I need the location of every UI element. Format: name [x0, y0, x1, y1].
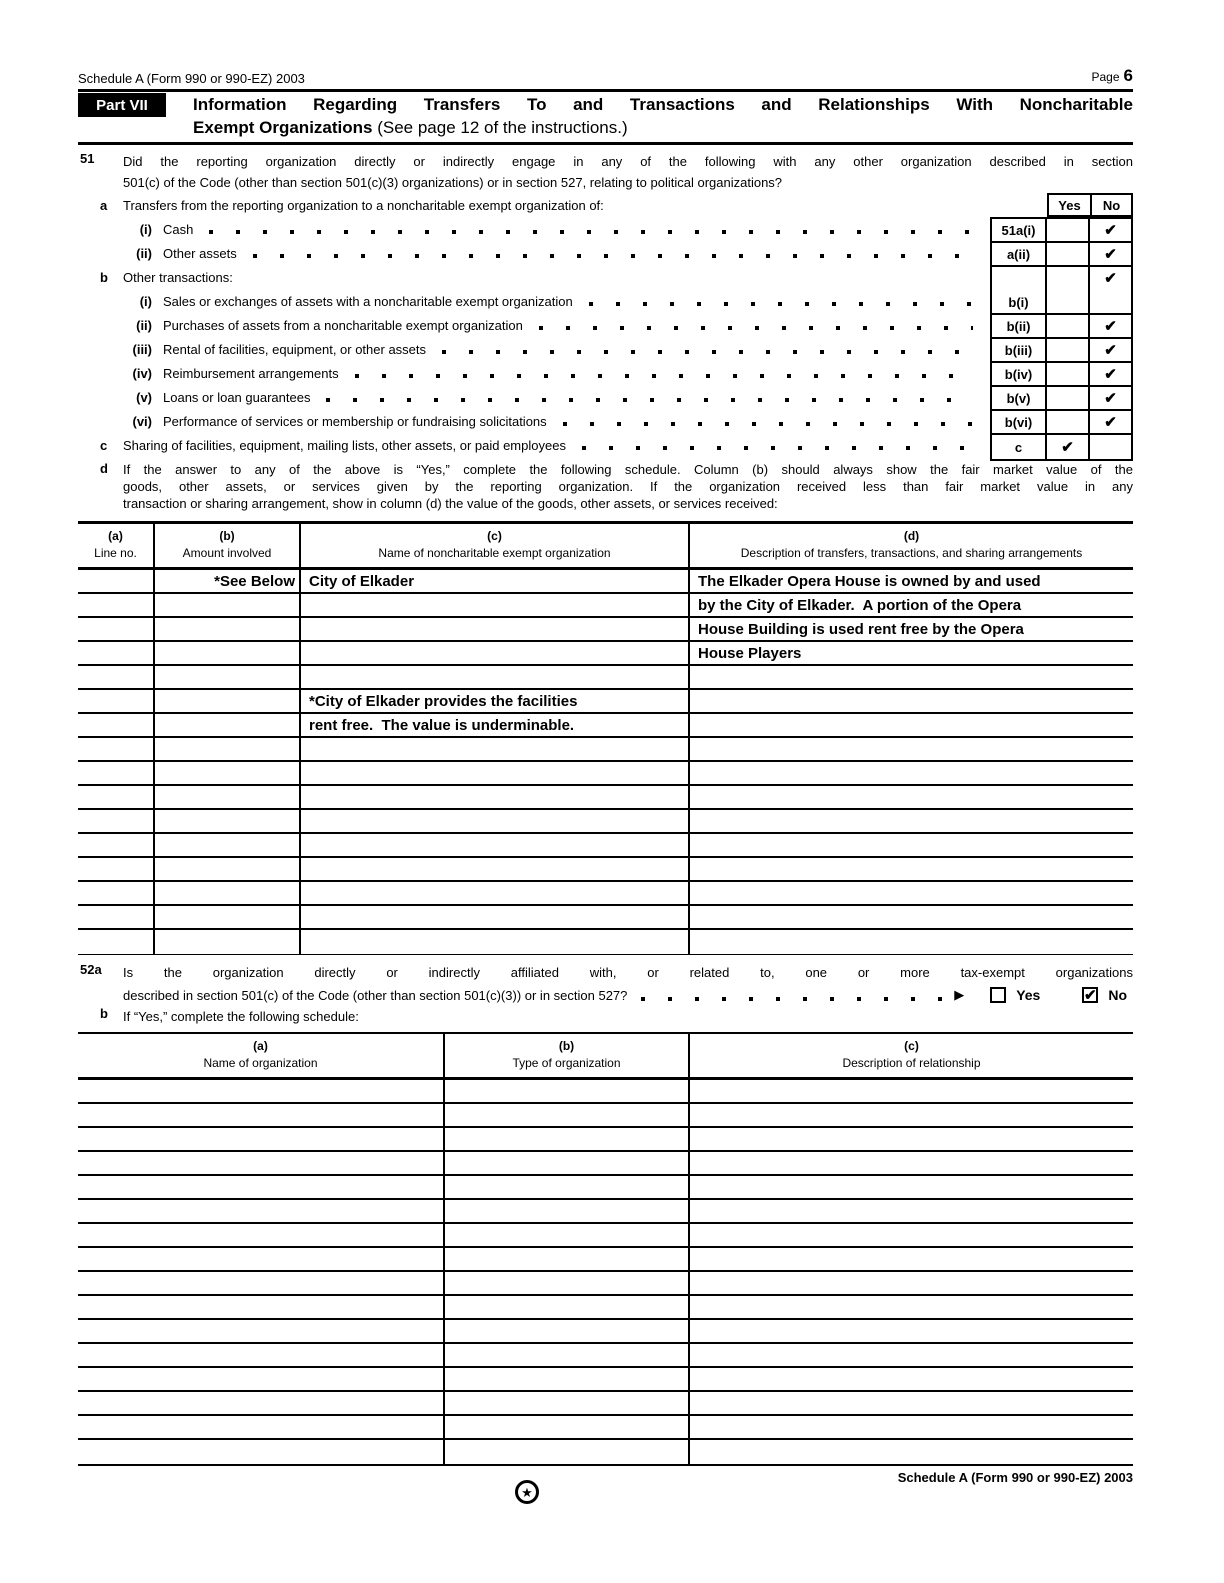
yes-checkbox-label: Yes [1016, 987, 1041, 1003]
org-type-cell-52[interactable] [443, 1152, 688, 1174]
relationship-cell-52[interactable] [688, 1080, 1133, 1102]
question-51d [78, 461, 1133, 512]
amount-involved-cell[interactable] [153, 690, 299, 712]
org-name-cell[interactable] [299, 882, 688, 904]
affiliation-table-row [78, 1368, 1133, 1392]
description-cell[interactable] [688, 882, 1133, 904]
org-name-cell[interactable] [299, 618, 688, 640]
question-51-line [78, 217, 983, 241]
transfers-table-row [78, 810, 1133, 834]
amount-involved-cell[interactable] [153, 834, 299, 856]
dot-leader [641, 997, 942, 1001]
answer-cell-no[interactable] [1090, 363, 1131, 385]
affiliation-table-row [78, 1440, 1133, 1464]
answer-grid-row [992, 315, 1131, 339]
org-name-cell-52[interactable] [78, 1320, 443, 1342]
org-name-cell[interactable] [299, 834, 688, 856]
transfers-table-row [78, 594, 1133, 618]
affiliation-table-row [78, 1104, 1133, 1128]
col-header-description [688, 524, 1133, 567]
org-name-cell-52[interactable] [78, 1296, 443, 1318]
description-cell[interactable] [688, 810, 1133, 832]
org-name-cell-52[interactable] [78, 1344, 443, 1366]
question-52a-number: 52a [80, 962, 102, 977]
line-no-cell[interactable] [78, 882, 153, 904]
part-vii-title-line1: Information Regarding Transfers To and Transactions and Relationships With Noncharitable [193, 95, 1133, 114]
col-title-org-name-52: Name of organization [203, 1056, 318, 1070]
org-name-cell-52[interactable] [78, 1080, 443, 1102]
answer-cell-no[interactable] [1090, 339, 1131, 361]
transfers-table-row [78, 786, 1133, 810]
question-52b-letter: b [100, 1006, 108, 1021]
line-no-cell[interactable] [78, 858, 153, 880]
answer-cell-yes[interactable] [1047, 387, 1090, 409]
affiliation-table-row [78, 1128, 1133, 1152]
description-cell[interactable] [688, 858, 1133, 880]
affiliation-table-row [78, 1152, 1133, 1176]
star-in-circle-icon: ★ [515, 1480, 539, 1504]
line-prefix: (i) [139, 221, 152, 237]
affiliation-table-header [78, 1034, 1133, 1080]
dot-leader [355, 374, 973, 378]
transfers-table-row [78, 714, 1133, 738]
relationship-cell-52[interactable] [688, 1440, 1133, 1464]
answer-cell-no[interactable] [1090, 267, 1131, 313]
org-name-cell-52[interactable] [78, 1392, 443, 1414]
org-type-cell-52[interactable] [443, 1080, 688, 1102]
line-text: Rental of facilities, equipment, or other assets [163, 341, 427, 357]
answer-line-label: b(vi) [992, 411, 1047, 433]
relationship-cell-52[interactable] [688, 1272, 1133, 1294]
relationship-cell-52[interactable] [688, 1344, 1133, 1366]
answer-line-label: b(iii) [992, 339, 1047, 361]
org-type-cell-52[interactable] [443, 1344, 688, 1366]
question-51-line [78, 409, 983, 433]
affiliation-table-row [78, 1320, 1133, 1344]
org-type-cell-52[interactable] [443, 1200, 688, 1222]
yes-no-header [1047, 193, 1133, 217]
answer-grid-row [992, 219, 1131, 243]
description-cell[interactable] [688, 738, 1133, 760]
org-name-cell[interactable] [299, 594, 688, 616]
affiliation-schedule-table [78, 1032, 1133, 1466]
dot-leader [539, 326, 973, 330]
relationship-cell-52[interactable] [688, 1320, 1133, 1342]
line-no-cell[interactable] [78, 714, 153, 736]
schedule-title: Schedule A (Form 990 or 990-EZ) 2003 [78, 71, 305, 86]
col-header-org-type-52 [443, 1034, 688, 1077]
relationship-cell-52[interactable] [688, 1416, 1133, 1438]
transfers-table-row [78, 858, 1133, 882]
description-cell[interactable] [688, 690, 1133, 712]
col-title-line-no: Line no. [94, 546, 137, 560]
transfers-table-row [78, 834, 1133, 858]
col-letter-c: (c) [487, 529, 502, 543]
no-column-header: No [1102, 197, 1121, 213]
description-cell[interactable]: by the City of Elkader. A portion of the Opera [688, 594, 1133, 616]
org-type-cell-52[interactable] [443, 1440, 688, 1464]
line-text: Cash [163, 221, 194, 237]
amount-involved-cell[interactable] [153, 810, 299, 832]
answer-line-label: a(ii) [992, 243, 1047, 265]
relationship-cell-52[interactable] [688, 1176, 1133, 1198]
affiliation-table-row [78, 1272, 1133, 1296]
transfers-table-row [78, 570, 1133, 594]
org-name-cell[interactable] [299, 858, 688, 880]
answer-cell-yes[interactable] [1047, 435, 1090, 459]
line-no-cell[interactable] [78, 570, 153, 592]
org-type-cell-52[interactable] [443, 1416, 688, 1438]
amount-involved-cell[interactable]: *See Below [153, 570, 299, 592]
line-no-cell[interactable] [78, 786, 153, 808]
org-name-cell-52[interactable] [78, 1128, 443, 1150]
org-name-cell[interactable]: *City of Elkader provides the facilities [299, 690, 688, 712]
transfers-table-row [78, 690, 1133, 714]
org-name-cell[interactable] [299, 930, 688, 954]
question-52a-text: described in section 501(c) of the Code (other than section 501(c)(3)) or in section 527? [123, 987, 628, 1003]
part-vii-title-bold: Exempt Organizations [193, 118, 373, 137]
line-no-cell[interactable] [78, 762, 153, 784]
part-vii-title [193, 93, 1133, 139]
line-prefix: b [100, 269, 108, 285]
part-vii-title-line2 [193, 116, 1133, 139]
question-51d-letter: d [100, 461, 108, 476]
question-51-line [78, 289, 983, 313]
col-header-relationship-52 [688, 1034, 1133, 1077]
question-51d-line3: transaction or sharing arrangement, show in column (d) the value of the goods, other assets, or services received: [123, 496, 778, 511]
question-51-line [78, 385, 983, 409]
affiliation-table-row [78, 1344, 1133, 1368]
amount-involved-cell[interactable] [153, 738, 299, 760]
col-title-org-name: Name of noncharitable exempt organization [378, 546, 611, 560]
answer-line-label: 51a(i) [992, 219, 1047, 241]
description-cell[interactable] [688, 906, 1133, 928]
amount-involved-cell[interactable] [153, 882, 299, 904]
org-type-cell-52[interactable] [443, 1272, 688, 1294]
answer-grid-row [992, 435, 1131, 459]
check-icon: ✔ [1104, 413, 1117, 431]
transfers-table-row [78, 738, 1133, 762]
line-prefix: c [100, 437, 108, 453]
col-header-org-name-52 [78, 1034, 443, 1077]
org-type-cell-52[interactable] [443, 1320, 688, 1342]
footer-form-title: Schedule A (Form 990 or 990-EZ) 2003 [897, 1470, 1133, 1485]
col-letter-d: (d) [903, 529, 920, 543]
check-icon: ✔ [1104, 245, 1117, 263]
line-no-cell[interactable] [78, 642, 153, 664]
line-text: Reimbursement arrangements [163, 365, 339, 381]
line-prefix: (i) [139, 293, 152, 309]
affiliation-table-row [78, 1200, 1133, 1224]
line-prefix: a [100, 197, 108, 213]
question-51d-line2: goods, other assets, or services given by the reporting organization. If the organization received less than fair market value in any [123, 479, 1133, 494]
amount-involved-cell[interactable] [153, 762, 299, 784]
check-icon: ✔ [1104, 317, 1117, 335]
org-type-cell-52[interactable] [443, 1176, 688, 1198]
line-no-cell[interactable] [78, 834, 153, 856]
page-number [1092, 66, 1134, 86]
line-no-cell[interactable] [78, 594, 153, 616]
question-51-line [78, 265, 983, 289]
col-letter-b-52: (b) [558, 1039, 575, 1053]
check-icon: ✔ [1104, 389, 1117, 407]
part-vii-header [78, 93, 1133, 139]
answer-cell-yes[interactable] [1047, 267, 1090, 313]
relationship-cell-52[interactable] [688, 1248, 1133, 1270]
org-name-cell-52[interactable] [78, 1224, 443, 1246]
dot-leader [442, 350, 973, 354]
answer-cell-no[interactable] [1090, 411, 1131, 433]
line-text: Purchases of assets from a noncharitable exempt organization [163, 317, 523, 333]
amount-involved-cell[interactable] [153, 714, 299, 736]
col-letter-c-52: (c) [904, 1039, 919, 1053]
check-icon: ✔ [1104, 365, 1117, 383]
question-52b-text: If “Yes,” complete the following schedule: [123, 1009, 359, 1024]
description-cell[interactable]: The Elkader Opera House is owned by and used [688, 570, 1133, 592]
relationship-cell-52[interactable] [688, 1296, 1133, 1318]
amount-involved-cell[interactable] [153, 666, 299, 688]
org-name-cell-52[interactable] [78, 1248, 443, 1270]
col-title-amount: Amount involved [182, 546, 272, 560]
transfers-table-row [78, 666, 1133, 690]
org-name-cell[interactable] [299, 666, 688, 688]
line-text: Other transactions: [123, 269, 233, 285]
page-number-value: 6 [1123, 66, 1133, 85]
amount-involved-cell[interactable] [153, 786, 299, 808]
org-name-cell[interactable] [299, 810, 688, 832]
org-name-cell-52[interactable] [78, 1176, 443, 1198]
line-no-cell[interactable] [78, 618, 153, 640]
question-51d-line1: If the answer to any of the above is “Yes,” complete the following schedule. Column (b) should always show the fair market value of the [123, 462, 1133, 477]
org-type-cell-52[interactable] [443, 1392, 688, 1414]
check-icon: ✔ [1104, 341, 1117, 359]
answer-line-label: b(iv) [992, 363, 1047, 385]
col-letter-a: (a) [108, 529, 123, 543]
page-footer [78, 1466, 1133, 1536]
org-type-cell-52[interactable] [443, 1368, 688, 1390]
answer-grid-row [992, 411, 1131, 435]
answer-cell-yes[interactable] [1047, 411, 1090, 433]
question-51-line [78, 433, 983, 457]
org-name-cell-52[interactable] [78, 1104, 443, 1126]
col-header-amount [153, 524, 299, 567]
description-cell[interactable] [688, 666, 1133, 688]
question-51-number: 51 [80, 151, 95, 166]
question-52a-line1: Is the organization directly or indirectly affiliated with, or related to, one or more tax-exempt organizations [123, 965, 1133, 980]
transfers-table-row [78, 618, 1133, 642]
amount-involved-cell[interactable] [153, 858, 299, 880]
page-label: Page [1091, 70, 1120, 84]
check-icon: ✔ [1061, 438, 1074, 456]
dot-leader [209, 230, 973, 234]
amount-involved-cell[interactable] [153, 642, 299, 664]
question-52a-line2 [123, 984, 1133, 1006]
answer-cell-yes[interactable] [1047, 339, 1090, 361]
transfers-table-row [78, 930, 1133, 954]
dot-leader [582, 446, 973, 450]
answer-line-label: b(i) [992, 267, 1047, 313]
col-title-org-type-52: Type of organization [512, 1056, 621, 1070]
org-name-cell[interactable] [299, 762, 688, 784]
affiliation-table-row [78, 1392, 1133, 1416]
answer-cell-no[interactable] [1090, 435, 1131, 459]
relationship-cell-52[interactable] [688, 1368, 1133, 1390]
answer-cell-no[interactable] [1090, 315, 1131, 337]
answer-line-label: b(v) [992, 387, 1047, 409]
col-letter-a-52: (a) [253, 1039, 268, 1053]
org-name-cell-52[interactable] [78, 1152, 443, 1174]
org-name-cell[interactable]: City of Elkader [299, 570, 688, 592]
transfers-schedule-table [78, 521, 1133, 955]
line-prefix: (iii) [132, 341, 152, 357]
divider [78, 89, 1133, 92]
description-cell[interactable] [688, 930, 1133, 954]
affiliation-table-row [78, 1248, 1133, 1272]
amount-involved-cell[interactable] [153, 594, 299, 616]
transfers-table-row [78, 882, 1133, 906]
description-cell[interactable] [688, 714, 1133, 736]
affiliation-table-row [78, 1176, 1133, 1200]
answer-grid-row [992, 339, 1131, 363]
answer-cell-yes[interactable] [1047, 315, 1090, 337]
col-title-description: Description of transfers, transactions, and sharing arrangements [740, 546, 1083, 560]
answer-cell-yes[interactable] [1047, 243, 1090, 265]
col-letter-b: (b) [219, 529, 235, 543]
org-name-cell[interactable] [299, 642, 688, 664]
description-cell[interactable]: House Building is used rent free by the Opera [688, 618, 1133, 640]
line-prefix: (ii) [136, 317, 152, 333]
dot-leader [253, 254, 973, 258]
transfers-table-header [78, 524, 1133, 570]
divider [78, 142, 1133, 145]
description-cell[interactable] [688, 762, 1133, 784]
line-no-cell[interactable] [78, 666, 153, 688]
part-vii-badge: Part VII [78, 93, 166, 117]
answer-cell-no[interactable] [1090, 219, 1131, 241]
line-text: Performance of services or membership or fundraising solicitations [163, 413, 547, 429]
question-51-intro-line1: Did the reporting organization directly or indirectly engage in any of the following with any other organization described in section [123, 154, 1133, 169]
affiliation-table-row [78, 1416, 1133, 1440]
line-text: Transfers from the reporting organization to a noncharitable exempt organization of: [123, 197, 604, 213]
line-text: Sales or exchanges of assets with a noncharitable exempt organization [163, 293, 573, 309]
no-checkbox[interactable]: ✔ [1084, 986, 1097, 1004]
line-no-cell[interactable] [78, 810, 153, 832]
dot-leader [589, 302, 973, 306]
affiliation-table-row [78, 1224, 1133, 1248]
question-51-line [78, 193, 983, 217]
answer-grid-row [992, 243, 1131, 267]
answer-cell-no[interactable] [1090, 387, 1131, 409]
no-checkbox-label: No [1108, 987, 1127, 1003]
question-51-line [78, 337, 983, 361]
page-header [78, 66, 1133, 86]
org-name-cell-52[interactable] [78, 1416, 443, 1438]
org-name-cell-52[interactable] [78, 1368, 443, 1390]
line-no-cell[interactable] [78, 738, 153, 760]
question-51-line [78, 313, 983, 337]
relationship-cell-52[interactable] [688, 1224, 1133, 1246]
org-name-cell-52[interactable] [78, 1200, 443, 1222]
line-text: Other assets [163, 245, 237, 261]
description-cell[interactable] [688, 786, 1133, 808]
transfers-table-row [78, 762, 1133, 786]
line-text: Sharing of facilities, equipment, mailing lists, other assets, or paid employees [123, 437, 566, 453]
org-name-cell[interactable] [299, 738, 688, 760]
amount-involved-cell[interactable] [153, 618, 299, 640]
answer-cell-yes[interactable] [1047, 363, 1090, 385]
answer-grid-row [992, 267, 1131, 315]
org-name-cell-52[interactable] [78, 1440, 443, 1464]
transfers-table-row [78, 642, 1133, 666]
relationship-cell-52[interactable] [688, 1392, 1133, 1414]
affiliation-table-row [78, 1296, 1133, 1320]
check-icon: ✔ [1104, 221, 1117, 239]
question-51-line [78, 361, 983, 385]
arrow-right-icon: ▶ [954, 987, 965, 1002]
org-type-cell-52[interactable] [443, 1104, 688, 1126]
affiliation-table-row [78, 1080, 1133, 1104]
relationship-cell-52[interactable] [688, 1128, 1133, 1150]
question-51 [78, 151, 1133, 512]
org-name-cell[interactable]: rent free. The value is underminable. [299, 714, 688, 736]
amount-involved-cell[interactable] [153, 930, 299, 954]
description-cell[interactable]: House Players [688, 642, 1133, 664]
description-cell[interactable] [688, 834, 1133, 856]
line-prefix: (vi) [132, 413, 152, 429]
relationship-cell-52[interactable] [688, 1104, 1133, 1126]
relationship-cell-52[interactable] [688, 1200, 1133, 1222]
yes-checkbox[interactable] [990, 987, 1006, 1003]
yes-column-header: Yes [1049, 195, 1092, 215]
org-type-cell-52[interactable] [443, 1296, 688, 1318]
org-type-cell-52[interactable] [443, 1248, 688, 1270]
relationship-cell-52[interactable] [688, 1152, 1133, 1174]
col-header-org-name [299, 524, 688, 567]
col-header-line-no [78, 524, 153, 567]
org-name-cell[interactable] [299, 786, 688, 808]
answer-cell-no[interactable] [1090, 243, 1131, 265]
answer-line-label: b(ii) [992, 315, 1047, 337]
line-prefix: (v) [136, 389, 152, 405]
answer-grid-row [992, 387, 1131, 411]
amount-involved-cell[interactable] [153, 906, 299, 928]
line-no-cell[interactable] [78, 930, 153, 954]
org-name-cell[interactable] [299, 906, 688, 928]
line-text: Loans or loan guarantees [163, 389, 311, 405]
part-vii-title-note: (See page 12 of the instructions.) [377, 118, 628, 137]
line-prefix: (iv) [132, 365, 152, 381]
org-type-cell-52[interactable] [443, 1128, 688, 1150]
org-type-cell-52[interactable] [443, 1224, 688, 1246]
question-51-items [78, 193, 1133, 457]
line-no-cell[interactable] [78, 906, 153, 928]
line-prefix: (ii) [136, 245, 152, 261]
question-52 [78, 962, 1133, 1028]
question-51-line [78, 241, 983, 265]
dot-leader [326, 398, 973, 402]
transfers-table-row [78, 906, 1133, 930]
line-no-cell[interactable] [78, 690, 153, 712]
answer-line-label: c [992, 435, 1047, 459]
org-name-cell-52[interactable] [78, 1272, 443, 1294]
check-icon: ✔ [1104, 270, 1117, 287]
col-title-relationship-52: Description of relationship [842, 1056, 981, 1070]
answer-grid-row [992, 363, 1131, 387]
dot-leader [563, 422, 973, 426]
answer-cell-yes[interactable] [1047, 219, 1090, 241]
question-51-intro-line2: 501(c) of the Code (other than section 501(c)(3) organizations) or in section 527, relating to political organizations? [123, 175, 783, 190]
